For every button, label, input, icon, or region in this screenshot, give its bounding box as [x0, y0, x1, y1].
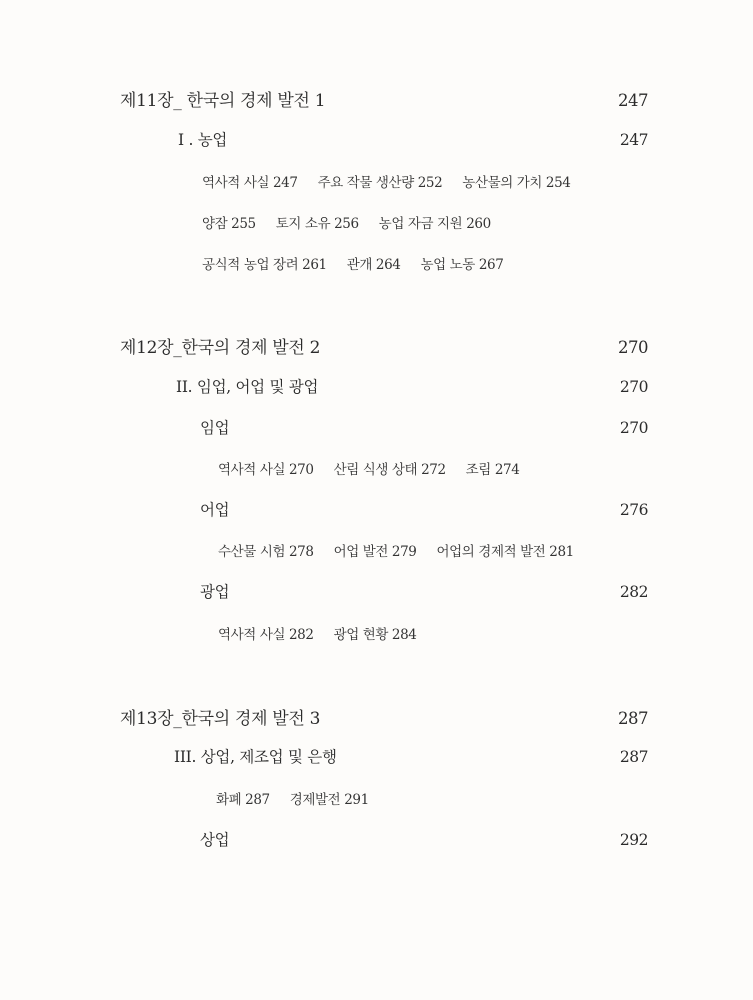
subsection-mining-entry [200, 580, 648, 602]
subsection-page-number: 282 [619, 583, 648, 601]
chapter-title: 제12장_한국의 경제 발전 2 [120, 338, 321, 358]
chapter-11-entry [120, 86, 648, 111]
section-title: II. 임업, 어업 및 광업 [176, 378, 319, 396]
topic-item: 토지 소유 256 [275, 216, 359, 232]
topic-item: 조림 274 [465, 462, 520, 478]
subsection-page-number: 292 [619, 831, 648, 849]
topic-item: 산림 식생 상태 272 [333, 462, 446, 478]
topic-item: 어업의 경제적 발전 281 [436, 544, 574, 560]
topic-item: 농산물의 가치 254 [462, 175, 571, 191]
topic-line [202, 212, 491, 232]
topic-line [218, 458, 519, 478]
topic-line [202, 171, 571, 191]
subsection-fishery-entry [200, 498, 648, 520]
topic-item: 수산물 시험 278 [218, 544, 314, 560]
section-page-number: 247 [619, 131, 648, 149]
topic-line [202, 253, 503, 273]
chapter-page-number: 287 [618, 709, 648, 728]
section-2-entry [176, 375, 648, 397]
topic-item: 어업 발전 279 [333, 544, 417, 560]
subsection-page-number: 276 [619, 501, 648, 519]
section-1-entry [178, 128, 648, 150]
chapter-13-entry [120, 704, 648, 729]
section-page-number: 287 [619, 748, 648, 766]
topic-line [218, 540, 574, 560]
chapter-title: 제13장_한국의 경제 발전 3 [120, 709, 321, 729]
subsection-title: 광업 [200, 583, 230, 601]
subsection-title: 임업 [200, 419, 230, 437]
section-3-entry [174, 745, 648, 767]
chapter-12-entry [120, 333, 648, 358]
topic-line [218, 623, 416, 643]
topic-item: 농업 자금 지원 260 [378, 216, 491, 232]
subsection-title: 상업 [200, 831, 230, 849]
section-page-number: 270 [619, 378, 648, 396]
topic-line [216, 788, 369, 808]
topic-item: 경제발전 291 [289, 792, 369, 808]
topic-item: 광업 현황 284 [333, 627, 417, 643]
topic-item: 농업 노동 267 [420, 257, 504, 273]
subsection-page-number: 270 [619, 419, 648, 437]
topic-item: 공식적 농업 장려 261 [202, 257, 327, 273]
topic-item: 양잠 255 [202, 216, 256, 232]
topic-item: 주요 작물 생산량 252 [317, 175, 443, 191]
subsection-commerce-entry [200, 828, 648, 850]
topic-item: 역사적 사실 270 [218, 462, 314, 478]
subsection-forestry-entry [200, 416, 648, 438]
chapter-page-number: 247 [618, 91, 648, 110]
chapter-page-number: 270 [618, 338, 648, 357]
section-title: I . 농업 [178, 131, 228, 149]
topic-item: 역사적 사실 282 [218, 627, 314, 643]
topic-item: 역사적 사실 247 [202, 175, 298, 191]
section-title: III. 상업, 제조업 및 은행 [174, 748, 337, 766]
subsection-title: 어업 [200, 501, 230, 519]
topic-item: 관개 264 [346, 257, 401, 273]
chapter-title: 제11장_ 한국의 경제 발전 1 [120, 91, 326, 111]
topic-item: 화폐 287 [216, 792, 270, 808]
